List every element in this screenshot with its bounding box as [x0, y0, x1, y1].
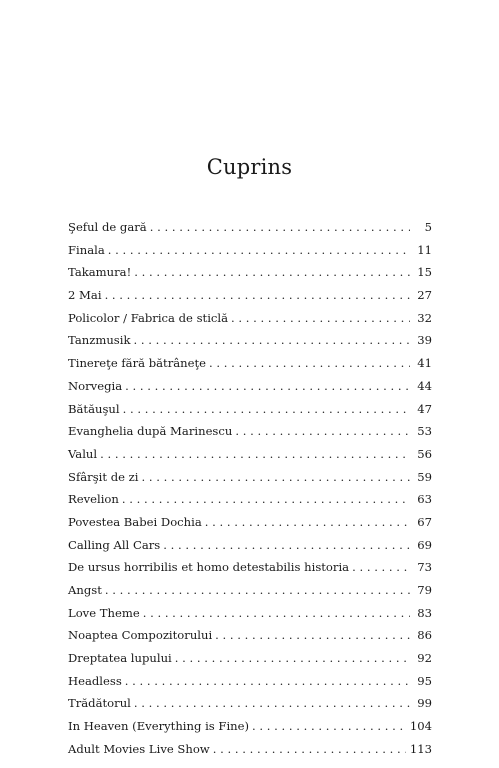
toc-entry	[68, 447, 432, 470]
toc-entry-page: 83	[417, 605, 432, 620]
toc-leader-dots	[209, 356, 410, 370]
toc-entry-page: 99	[417, 696, 432, 711]
toc-entry-title: Revelion	[68, 492, 119, 507]
toc-entry	[68, 560, 432, 583]
toc-leader-dots	[134, 696, 410, 710]
toc-leader-dots	[215, 628, 410, 642]
toc-entry-page: 63	[417, 492, 432, 507]
toc-entry-title: Bătăuşul	[68, 401, 120, 416]
toc-entry	[68, 538, 432, 561]
toc-entry-page: 53	[417, 424, 432, 439]
toc-entry-page: 92	[417, 651, 432, 666]
toc-entry-page: 113	[409, 741, 432, 756]
toc-leader-dots	[231, 311, 410, 325]
toc-entry-title: Povestea Babei Dochia	[68, 514, 202, 529]
toc-entry-page: 41	[417, 356, 432, 371]
toc-entry-page: 59	[417, 469, 432, 484]
toc-entry-page: 86	[417, 628, 432, 643]
toc-entry	[68, 356, 432, 379]
toc-leader-dots	[235, 424, 410, 438]
toc-entry	[68, 515, 432, 538]
toc-entry-title: Calling All Cars	[68, 537, 161, 552]
toc-entry-title: Headless	[68, 673, 122, 688]
toc-entry-page: 15	[417, 265, 432, 280]
toc-leader-dots	[252, 719, 406, 733]
toc-entry-page: 44	[417, 378, 432, 393]
toc-entry-page: 104	[409, 719, 432, 734]
toc-entry-title: Şeful de gară	[68, 220, 147, 234]
toc-entry-title: Policolor / Fabrica de sticlă	[68, 310, 229, 325]
toc-entry	[68, 583, 432, 606]
toc-leader-dots	[100, 447, 410, 461]
toc-entry-title: In Heaven (Everything is Fine)	[68, 719, 250, 734]
toc-entry	[68, 311, 432, 334]
toc-entry	[68, 288, 432, 311]
toc-entry-title: Finala	[68, 242, 105, 257]
toc-entry-page: 27	[417, 288, 432, 303]
toc-entry-title: Norvegia	[68, 378, 123, 393]
toc-leader-dots	[125, 379, 410, 393]
toc-leader-dots	[143, 606, 410, 620]
toc-entry	[68, 651, 432, 674]
toc-entry-title: Takamura!	[68, 265, 132, 280]
toc-entry	[68, 243, 432, 266]
toc-entry-page: 95	[417, 673, 432, 688]
toc-leader-dots	[175, 651, 410, 665]
toc-leader-dots	[213, 742, 406, 756]
toc-leader-dots	[133, 333, 410, 347]
toc-leader-dots	[163, 538, 410, 552]
toc-leader-dots	[205, 515, 410, 529]
toc-entry-page: 69	[417, 537, 432, 552]
toc-entry-title: Evanghelia după Marinescu	[68, 424, 233, 439]
toc-entry-page: 11	[417, 242, 432, 257]
toc-entry-title: Valul	[68, 446, 98, 461]
toc-entry-page: 67	[417, 514, 432, 529]
toc-entry	[68, 402, 432, 425]
toc-entry-page: 79	[417, 583, 432, 597]
toc-entry-page: 56	[417, 446, 432, 461]
toc-entry	[68, 220, 432, 243]
toc-leader-dots	[105, 583, 410, 597]
toc-entry-title: Noaptea Compozitorului	[68, 628, 213, 643]
toc-entry	[68, 628, 432, 651]
toc-entry-title: Adult Movies Live Show	[68, 741, 210, 756]
toc-entry	[68, 674, 432, 697]
toc-entry-title: 2 Mai	[68, 288, 102, 303]
toc-leader-dots	[150, 220, 410, 234]
toc-entry-title: Trădătorul	[68, 696, 131, 711]
toc-leader-dots	[108, 243, 410, 257]
page-title: Cuprins	[206, 155, 293, 179]
toc-entry	[68, 606, 432, 629]
toc-entry-page: 39	[417, 333, 432, 348]
toc-leader-dots	[105, 288, 410, 302]
toc-leader-dots	[352, 560, 410, 574]
toc-entry-page: 5	[424, 220, 432, 234]
toc-entry	[68, 265, 432, 288]
toc-leader-dots	[125, 674, 410, 688]
toc-entry	[68, 696, 432, 719]
toc-entry-title: Sfârşit de zi	[68, 469, 139, 484]
toc-leader-dots	[122, 492, 410, 506]
toc-entry-title: Love Theme	[68, 605, 140, 620]
toc-entry-title: Dreptatea lupului	[68, 651, 172, 666]
toc-entry	[68, 333, 432, 356]
toc-leader-dots	[141, 470, 410, 484]
toc-leader-dots	[134, 265, 410, 279]
toc-entry-page: 73	[417, 560, 432, 575]
toc-entry	[68, 424, 432, 447]
toc-entry	[68, 379, 432, 402]
toc-entry-title: Angst	[68, 583, 102, 597]
toc-entry	[68, 742, 432, 765]
toc-entry	[68, 719, 432, 742]
toc-entry	[68, 470, 432, 493]
toc-entry-title: Tanzmusik	[68, 333, 131, 348]
toc-entry	[68, 492, 432, 515]
toc-entry-title: Tinereţe fără bătrâneţe	[68, 356, 207, 371]
toc-entry-page: 32	[417, 310, 432, 325]
table-of-contents	[68, 220, 432, 765]
toc-entry-page: 47	[417, 401, 432, 416]
toc-entry-title: De ursus horribilis et homo detestabilis historia	[68, 560, 350, 575]
toc-leader-dots	[123, 402, 410, 416]
